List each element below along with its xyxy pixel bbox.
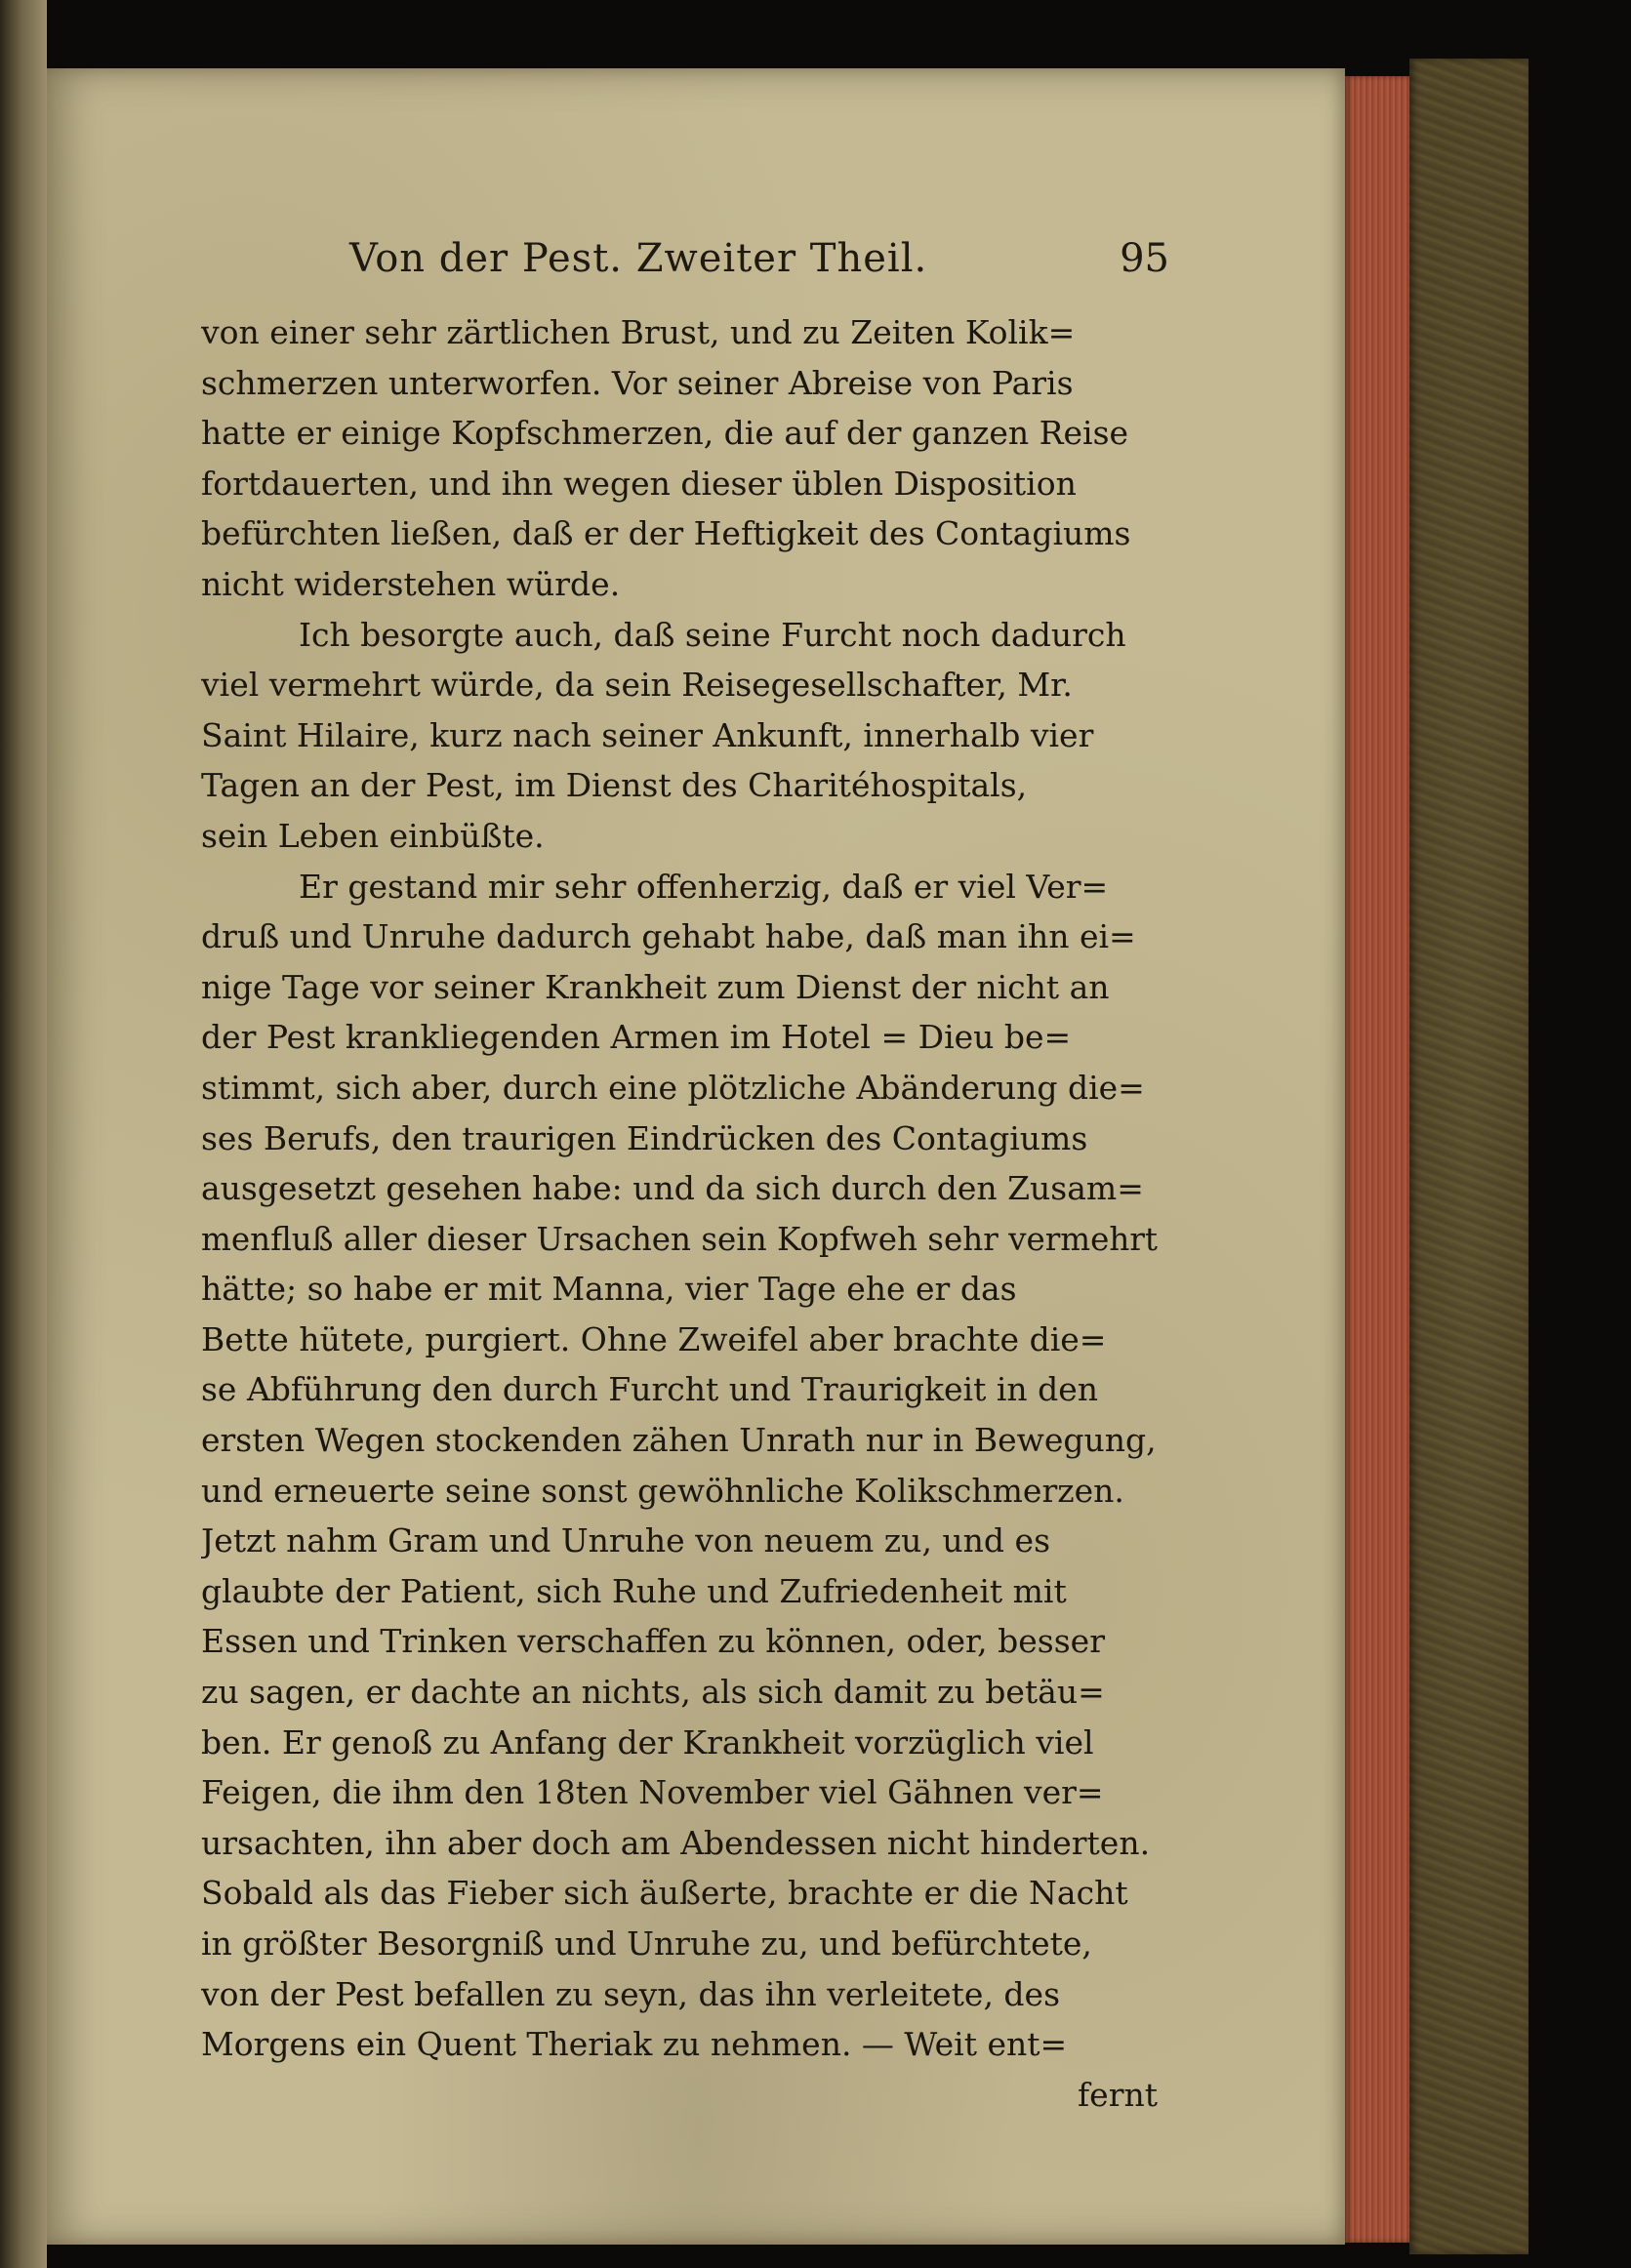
text-line: Essen und Trinken verschaffen zu können, oder, besser — [201, 1622, 1105, 1661]
text-line: hatte er einige Kopfschmerzen, die auf der ganzen Reise — [201, 414, 1129, 453]
text-line: Tagen an der Pest, im Dienst des Charitéhospitals, — [201, 766, 1028, 805]
page-number: 95 — [1120, 236, 1169, 281]
text-line: ses Berufs, den traurigen Eindrücken des Contagiums — [201, 1118, 1088, 1157]
text-line: Feigen, die ihm den 18ten November viel Gähnen ver= — [201, 1773, 1104, 1812]
page-edges-red — [1345, 76, 1409, 2243]
catchword: fernt — [1077, 2075, 1158, 2114]
text-line: hätte; so habe er mit Manna, vier Tage ehe er das — [201, 1270, 1017, 1309]
text-line: sein Leben einbüßte. — [201, 816, 545, 855]
text-line: befürchten ließen, daß er der Heftigkeit des Contagiums — [201, 514, 1131, 553]
text-line: in größter Besorgniß und Unruhe zu, und befürchtete, — [201, 1924, 1092, 1963]
text-line: glaubte der Patient, sich Ruhe und Zufriedenheit mit — [201, 1571, 1067, 1610]
text-line: viel vermehrt würde, da sein Reisegesellschafter, Mr. — [201, 666, 1073, 705]
text-line: Saint Hilaire, kurz nach seiner Ankunft, innerhalb vier — [201, 715, 1094, 754]
text-line: druß und Unruhe dadurch gehabt habe, daß man ihn ei= — [201, 917, 1136, 956]
text-line: ursachten, ihn aber doch am Abendessen nicht hinderten. — [201, 1823, 1151, 1862]
book-page — [47, 68, 1345, 2245]
text-line: Er gestand mir sehr offenherzig, daß er viel Ver= — [299, 867, 1109, 906]
text-line: ausgesetzt gesehen habe: und da sich durch den Zusam= — [201, 1169, 1144, 1208]
text-line: se Abführung den durch Furcht und Traurigkeit in den — [201, 1370, 1099, 1409]
text-line: fortdauerten, und ihn wegen dieser üblen Disposition — [201, 464, 1077, 503]
text-line: zu sagen, er dachte an nichts, als sich damit zu betäu= — [201, 1673, 1105, 1712]
body-text — [201, 307, 1158, 2120]
text-line: Bette hütete, purgiert. Ohne Zweifel aber brachte die= — [201, 1319, 1107, 1358]
text-line: Ich besorgte auch, daß seine Furcht noch dadurch — [299, 615, 1126, 654]
previous-page-edge — [0, 0, 47, 2268]
running-title: Von der Pest. Zweiter Theil. — [349, 236, 928, 281]
text-line: und erneuerte seine sonst gewöhnliche Kolikschmerzen. — [201, 1471, 1124, 1510]
text-line: der Pest krankliegenden Armen im Hotel = Dieu be= — [201, 1018, 1072, 1057]
text-line: ersten Wegen stockenden zähen Unrath nur in Bewegung, — [201, 1421, 1157, 1460]
text-line: nicht widerstehen würde. — [201, 564, 621, 603]
text-line: Sobald als das Fieber sich äußerte, brachte er die Nacht — [201, 1874, 1128, 1913]
text-line: Morgens ein Quent Theriak zu nehmen. — Weit ent= — [201, 2025, 1068, 2064]
text-line: von einer sehr zärtlichen Brust, und zu Zeiten Kolik= — [201, 313, 1076, 351]
text-line: Jetzt nahm Gram und Unruhe von neuem zu, und es — [201, 1521, 1051, 1560]
text-line: schmerzen unterworfen. Vor seiner Abreise von Paris — [201, 363, 1074, 402]
text-line: von der Pest befallen zu seyn, das ihn verleitete, des — [201, 1974, 1061, 2013]
text-line: menfluß aller dieser Ursachen sein Kopfweh sehr vermehrt — [201, 1219, 1158, 1258]
book-cover-board — [1409, 59, 1529, 2254]
running-header — [320, 236, 1169, 295]
text-line: nige Tage vor seiner Krankheit zum Dienst der nicht an — [201, 967, 1110, 1006]
text-line: ben. Er genoß zu Anfang der Krankheit vorzüglich viel — [201, 1722, 1094, 1762]
text-line: stimmt, sich aber, durch eine plötzliche Abänderung die= — [201, 1068, 1145, 1107]
